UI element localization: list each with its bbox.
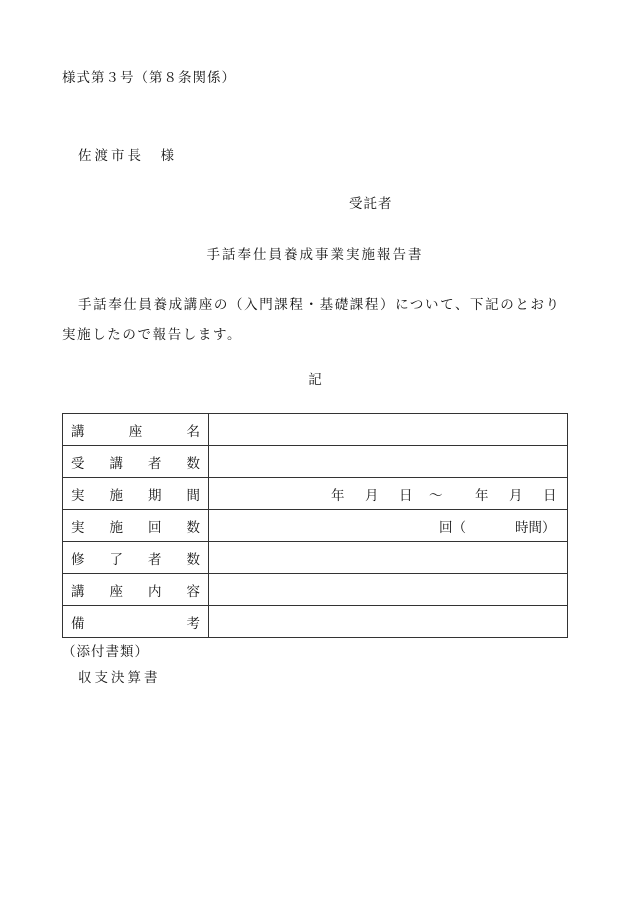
label-char: 座: [128, 423, 143, 440]
table-row: [63, 414, 568, 446]
value-completed[interactable]: [209, 542, 568, 574]
label-char: 内: [148, 583, 162, 600]
label-char: 者: [148, 455, 162, 472]
table-row: [63, 542, 568, 574]
document-title: 手話奉仕員養成事業実施報告書: [206, 247, 424, 263]
period-tilde: ～: [429, 487, 443, 504]
row-label-sessions: [63, 510, 209, 542]
label-char: 座: [109, 583, 123, 600]
recipient-label: 受託者: [349, 196, 393, 212]
label-char: 備: [71, 615, 85, 632]
value-course-name[interactable]: [209, 414, 568, 446]
value-content[interactable]: [209, 574, 568, 606]
ki-heading: 記: [308, 372, 322, 388]
attachment-item: 収支決算書: [78, 670, 161, 686]
label-char: 実: [71, 519, 85, 536]
row-label-attendees: [63, 446, 209, 478]
value-period[interactable]: [209, 478, 568, 510]
label-char: 講: [109, 455, 123, 472]
sessions-hours-label: 時間）: [515, 519, 556, 536]
period-day-start: 日: [399, 487, 413, 504]
label-char: 数: [186, 455, 200, 472]
form-number: 様式第３号（第８条関係）: [62, 70, 236, 86]
report-table: [62, 413, 568, 638]
label-char: 施: [109, 519, 123, 536]
value-attendees[interactable]: [209, 446, 568, 478]
table-row: [63, 606, 568, 638]
table-row: [63, 446, 568, 478]
value-sessions[interactable]: [209, 510, 568, 542]
period-day-end: 日: [543, 487, 557, 504]
row-label-period: [63, 478, 209, 510]
attachments-heading: （添付書類）: [62, 644, 149, 660]
value-remarks[interactable]: [209, 606, 568, 638]
label-char: 講: [71, 423, 85, 440]
sessions-count-label: 回（: [439, 519, 466, 536]
table-row: [63, 574, 568, 606]
table-row: [63, 510, 568, 542]
addressee: 佐渡市長 様: [78, 148, 177, 164]
body-text: [62, 290, 572, 350]
period-year-start: 年: [331, 487, 345, 504]
period-year-end: 年: [475, 487, 489, 504]
label-char: 了: [109, 551, 123, 568]
label-char: 間: [186, 487, 200, 504]
row-label-completed: [63, 542, 209, 574]
label-char: 実: [71, 487, 85, 504]
row-label-content: [63, 574, 209, 606]
label-char: 者: [148, 551, 162, 568]
label-char: 回: [148, 519, 162, 536]
label-char: 講: [71, 583, 85, 600]
label-char: 施: [109, 487, 123, 504]
period-month-start: 月: [365, 487, 379, 504]
row-label-remarks: [63, 606, 209, 638]
row-label-course-name: [63, 414, 209, 446]
label-char: 容: [186, 583, 200, 600]
body-line-2: 実施したので報告します。: [62, 327, 243, 343]
label-char: 修: [71, 551, 85, 568]
label-char: 受: [71, 455, 85, 472]
body-line-1: 手話奉仕員養成講座の（入門課程・基礎課程）について、下記のとおり: [78, 297, 561, 313]
label-char: 期: [148, 487, 162, 504]
label-char: 名: [186, 423, 200, 440]
label-char: 数: [186, 519, 200, 536]
label-char: 数: [186, 551, 200, 568]
label-char: 考: [186, 615, 200, 632]
table-row: [63, 478, 568, 510]
period-month-end: 月: [509, 487, 523, 504]
